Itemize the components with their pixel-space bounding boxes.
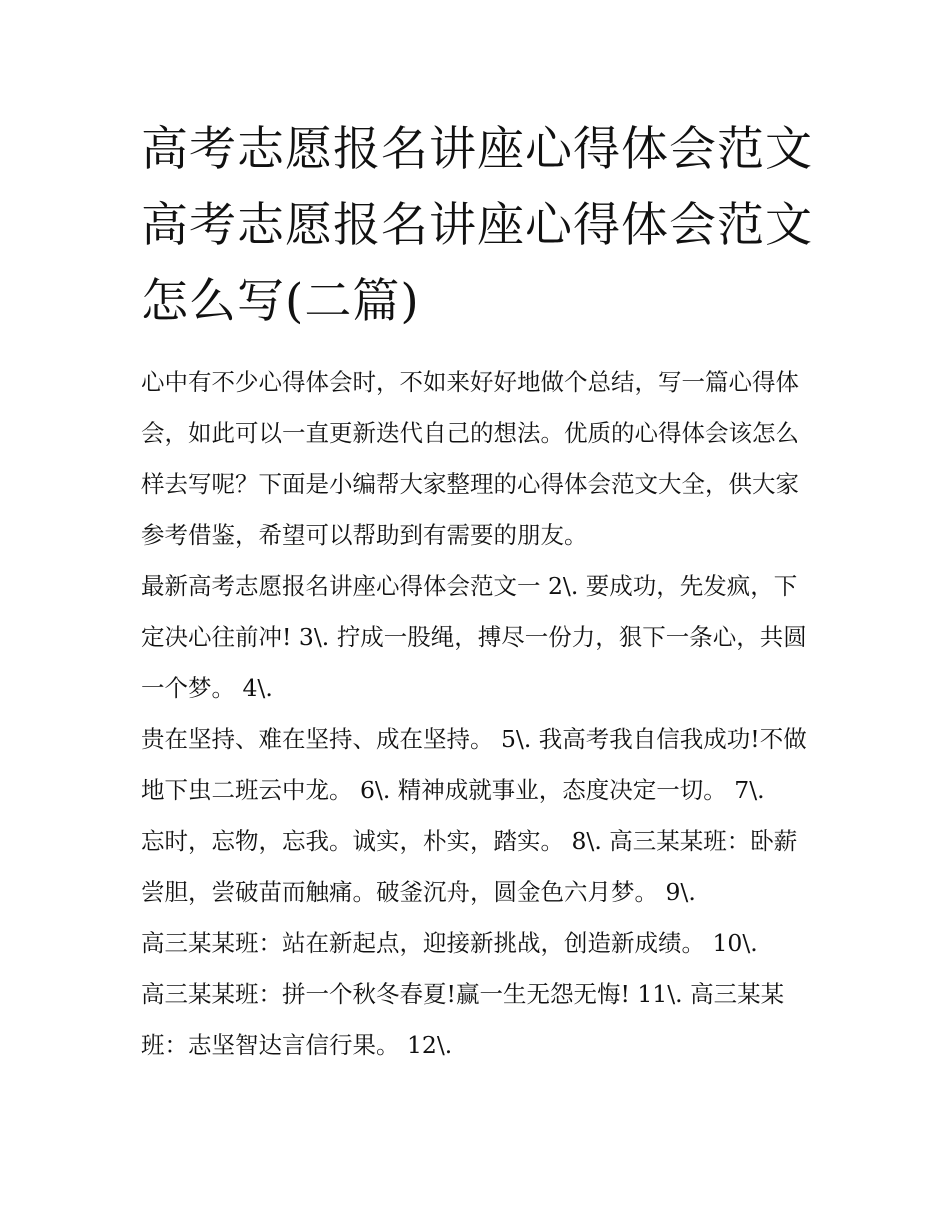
document-title: 高考志愿报名讲座心得体会范文 高考志愿报名讲座心得体会范文怎么写(二篇) xyxy=(141,122,813,329)
paragraph-3: 忘时，忘物，忘我。诚实，朴实，踏实。 8\. 高三某某班：卧薪尝胆，尝破苗而触痛。破釜沉舟，圆金色六月梦。 9\. xyxy=(141,827,798,906)
paragraph-5: 高三某某班：拼一个秋冬春夏!赢一生无怨无悔! 11\. 高三某某班：志坚智达言信行果。 12\. xyxy=(141,980,785,1059)
paragraph-intro: 心中有不少心得体会时，不如来好好地做个总结，写一篇心得体会，如此可以一直更新迭代自己的想法。优质的心得体会该怎么样去写呢？下面是小编帮大家整理的心得体会范文大全，供大家参考借鉴，希望可以帮助到有需要的朋友。 xyxy=(141,368,799,549)
paragraph-1: 最新高考志愿报名讲座心得体会范文一 2\. 要成功，先发疯，下定决心往前冲! 3\. 拧成一股绳，搏尽一份力，狠下一条心，共圆一个梦。 4\. xyxy=(141,572,807,702)
document-content xyxy=(141,112,813,1071)
paragraph-4: 高三某某班：站在新起点，迎接新挑战，创造新成绩。 10\. xyxy=(141,929,758,957)
paragraph-2: 贵在坚持、难在坚持、成在坚持。 5\. 我高考我自信我成功!不做地下虫二班云中龙。 6\. 精神成就事业，态度决定一切。 7\. xyxy=(141,725,807,804)
document-body xyxy=(141,357,813,1071)
